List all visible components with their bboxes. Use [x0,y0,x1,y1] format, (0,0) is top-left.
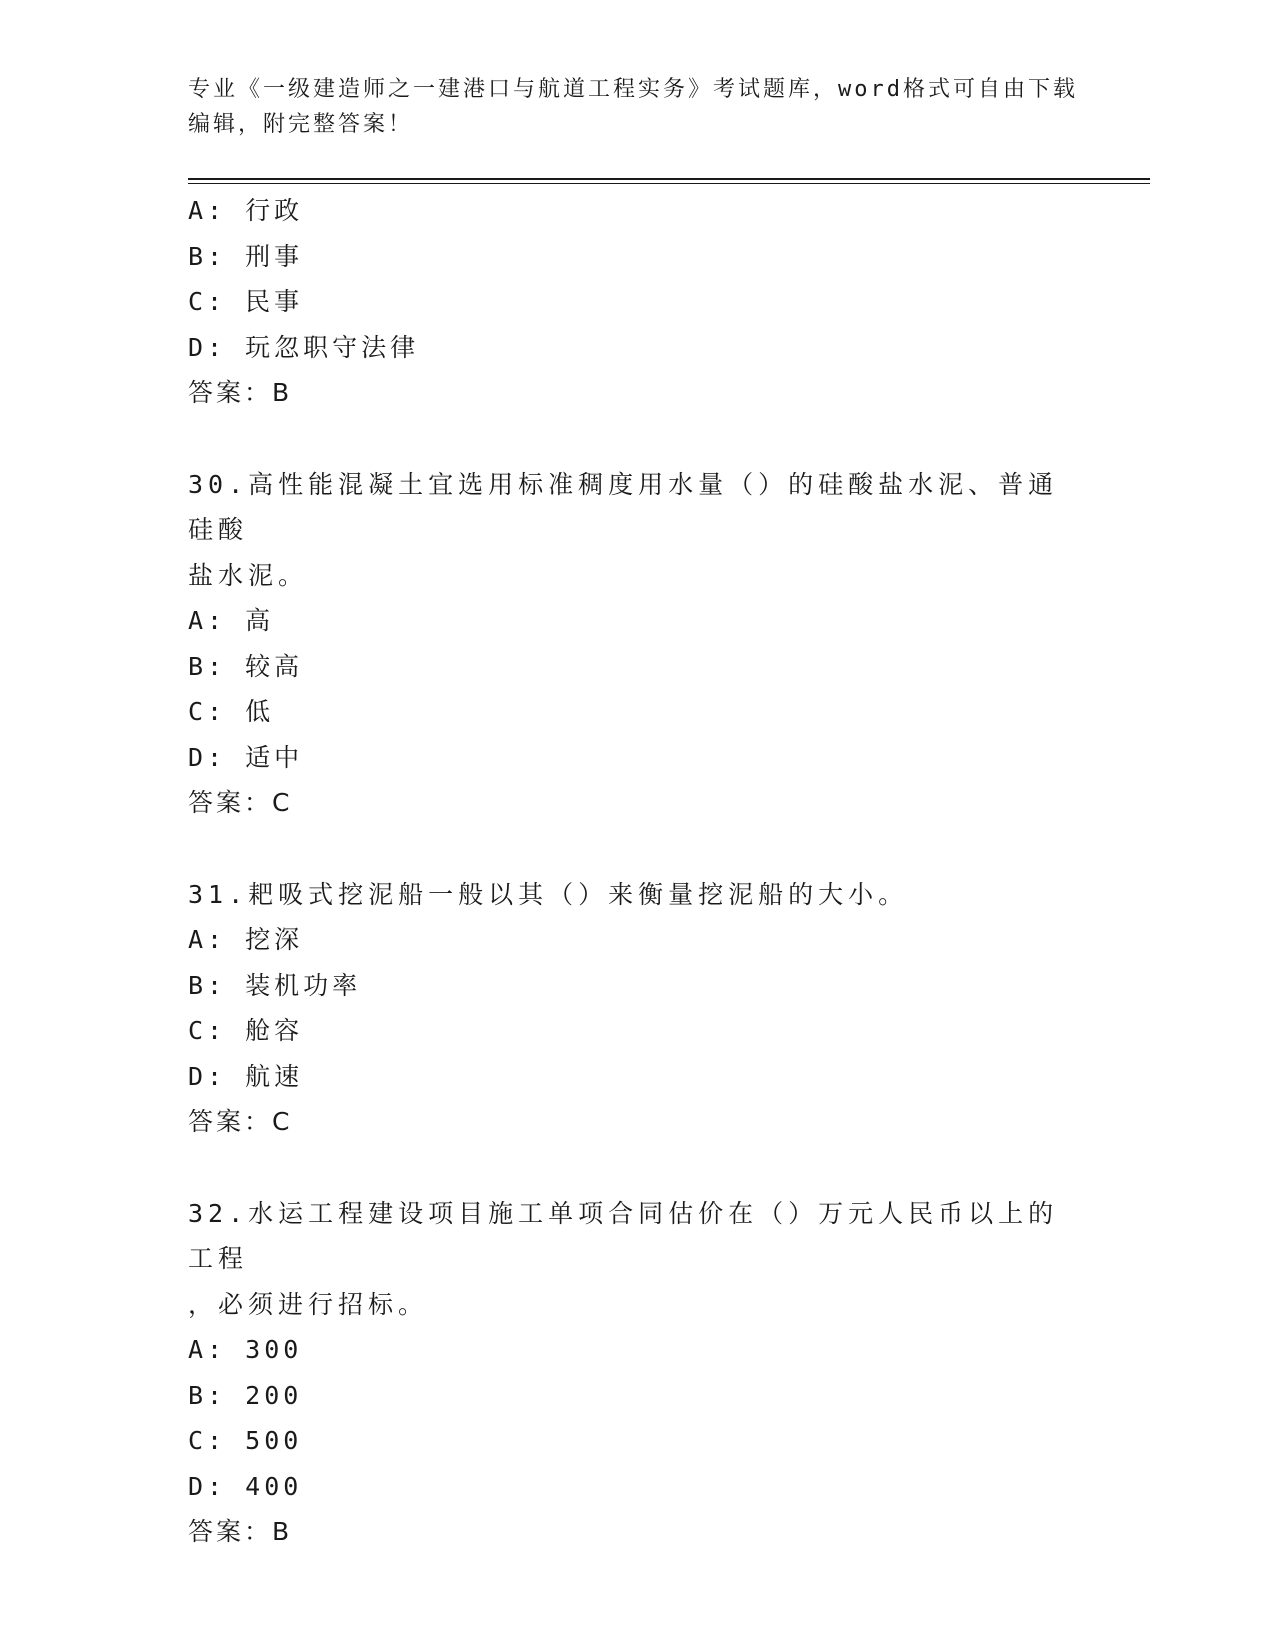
option-c: C: 500 [188,1426,303,1455]
spacer [188,1145,1078,1191]
question-block-29 [188,188,1078,416]
option-d: D: 400 [188,1471,303,1501]
option-d: D: 玩忽职守法律 [188,332,420,362]
option-b: B: 较高 [188,651,304,681]
question-block-31 [188,872,1078,1145]
question-block-32 [188,1191,1078,1555]
header-line-2: 编辑，附完整答案！ [188,112,414,137]
spacer [188,826,1078,872]
option-b: B: 装机功率 [188,970,362,1000]
option-c: C: 民事 [188,287,304,316]
answer-line: 答案：B [188,1517,293,1546]
document-body [188,188,1078,1555]
option-d: D: 航速 [188,1061,304,1091]
option-c: C: 低 [188,697,275,726]
option-d: D: 适中 [188,742,304,772]
question-text: 32.水运工程建设项目施工单项合同估价在（）万元人民币以上的工程 ，必须进行招标。 [188,1198,1059,1319]
question-text: 30.高性能混凝土宜选用标准稠度用水量（）的硅酸盐水泥、普通硅酸 盐水泥。 [188,469,1059,590]
question-text: 31.耙吸式挖泥船一般以其（）来衡量挖泥船的大小。 [188,879,909,909]
answer-line: 答案：C [188,1107,293,1136]
option-b: B: 200 [188,1380,303,1410]
header-divider-thin [188,183,1150,184]
option-c: C: 舱容 [188,1016,304,1045]
document-header [188,72,1088,142]
header-line-1: 专业《一级建造师之一建港口与航道工程实务》考试题库，word格式可自由下载 [188,77,1078,102]
option-a: A: 300 [188,1335,303,1364]
header-divider-thick [188,178,1150,180]
option-a: A: 挖深 [188,925,304,954]
question-block-30 [188,462,1078,826]
option-b: B: 刑事 [188,241,304,271]
option-a: A: 行政 [188,196,304,225]
spacer [188,416,1078,462]
option-a: A: 高 [188,606,275,635]
answer-line: 答案：C [188,788,293,817]
answer-line: 答案：B [188,378,293,407]
